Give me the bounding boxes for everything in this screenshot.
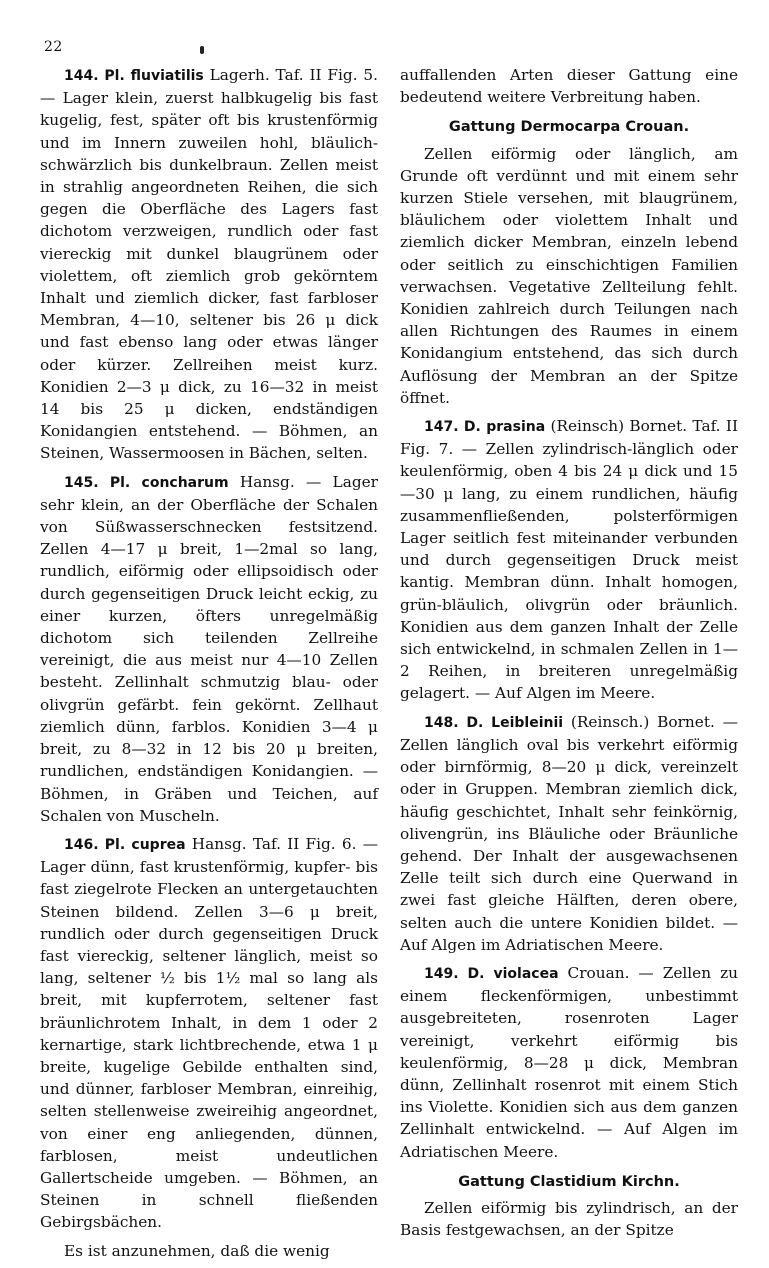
species-number: 149. — [424, 965, 459, 982]
paragraph-text: Es ist anzunehmen, daß die wenig — [64, 1241, 330, 1260]
species-name: D. Leibleinii — [466, 714, 564, 731]
species-name: D. violacea — [467, 965, 559, 982]
species-description: Hansg. — Lager sehr klein, an der Oberfläche der Schalen von Süßwasserschnecken festsitzend. Zellen 4—17 μ breit, 1—2mal so lang, rundlich, eiförmig oder ellipsoidisch oder durch gegenseitigen Druck leicht eckig, zu einer kurzen, öfters unregelmäßig dichotom sich teilenden Zellreihe vereinigt, die aus meist nur 4—10 Zellen besteht. Zellinhalt schmutzig blau- oder olivgrün gefärbt. fein gekörnt. Zellhaut ziemlich dünn, farblos. Konidien 3—4 μ breit, zu 8—32 in 12 bis 20 μ breiten, rundlichen, endständigen Konidangien. — Böhmen, in Gräben und Teichen, auf Schalen von Muscheln. — [40, 472, 378, 825]
species-name: Pl. fluviatilis — [104, 68, 204, 84]
species-entry-147 — [400, 415, 738, 705]
page-number: 22 — [44, 39, 63, 55]
continued-text: auffallenden Arten dieser Gattung eine bedeutend weitere Verbreitung haben. — [400, 66, 738, 107]
left-column — [40, 64, 378, 1268]
species-description: Crouan. — Zellen zu einem fleckenförmigen, unbestimmt ausgebreiteten, rosenroten Lager vereinigt, verkehrt eiförmig bis keulenförmig, 8—28 μ dick, Membran dünn, Zellinhalt rosenrot mit einem Stich ins Violette. Konidien sich aus dem ganzen Zellinhalt entwickelnd. — Auf Algen im Adriatischen Meere. — [400, 963, 738, 1161]
genus-description: Zellen eiförmig bis zylindrisch, an der Basis festgewachsen, an der Spitze — [400, 1198, 738, 1240]
species-number: 146. — [64, 836, 99, 853]
right-column — [400, 64, 738, 1247]
species-name: Pl. cuprea — [104, 836, 186, 853]
species-entry-146 — [40, 833, 378, 1234]
species-description: Hansg. Taf. II Fig. 6. — Lager dünn, fast krustenförmig, kupfer- bis fast ziegelrote Flecken an untergetauchten Steinen bildend. Zellen 3—6 μ breit, rundlich oder durch gegenseitigen Druck fast viereckig, seltener länglich, meist so lang, seltener ½ bis 1½ mal so lang als breit, mit kupferrotem, seltener fast bräunlichrotem Inhalt, in dem 1 oder 2 kernartige, stark lichtbrechende, etwa 1 μ breite, kugelige Gebilde enthalten sind, und dünner, farbloser Membran, einreihig, selten stellenweise zweireihig angeordnet, von einer eng anliegenden, dünnen, farblosen, meist undeutlichen Gallertscheide umgeben. — Böhmen, an Steinen in schnell fließenden Gebirgsbächen. — [40, 834, 378, 1232]
species-entry-148 — [400, 711, 738, 956]
species-number: 144. — [64, 68, 99, 84]
genus-heading-clastidium: Gattung Clastidium Kirchn. — [458, 1173, 680, 1190]
species-description: (Reinsch.) Bornet. — Zellen länglich oval bis verkehrt eiförmig oder birnförmig, 8—20 μ dick, vereinzelt oder in Gruppen. Membran ziemlich dick, häufig geschichtet, Inhalt sehr feinkörnig, olivengrün, ins Bläuliche oder Bräunliche gehend. Der Inhalt der ausgewachsenen Zelle teilt sich durch eine Querwand in zwei fast gleiche Hälften, deren obere, selten auch die untere Konidien bildet. — Auf Algen im Adriatischen Meere. — [400, 712, 738, 954]
ink-spot — [200, 46, 204, 54]
species-description: Lagerh. Taf. II Fig. 5. — Lager klein, zuerst halbkugelig bis fast kugelig, fest, später oft bis krustenförmig und im Innern zuweilen hohl, bläulich-schwärzlich bis dunkelbraun. Zellen meist in strahlig angeordneten Reihen, die sich gegen die Oberfläche des Lagers fast dichotom verzweigen, rundlich oder fast viereckig mit dunkel blaugrünem oder violettem, oft ziemlich grob gekörntem Inhalt und ziemlich dicker, fast farbloser Membran, 4—10, seltener bis 26 μ dick und fast ebenso lang oder etwas länger oder kürzer. Zellreihen meist kurz. Konidien 2—3 μ dick, zu 16—32 in meist 14 bis 25 μ dicken, endständigen Konidangien entstehend. — Böhmen, an Steinen, Wassermoosen in Bächen, selten. — [40, 66, 378, 463]
genus-description: Zellen eiförmig oder länglich, am Grunde oft verdünnt und mit einem sehr kurzen Stiele versehen, mit blaugrünem, bläulichem oder violettem Inhalt und ziemlich dicker Membran, einzeln lebend oder seitlich zu einschichtigen Familien verwachsen. Vegetative Zellteilung fehlt. Konidien zahlreich durch Teilungen nach allen Richtungen des Raumes in einem Konidangium entstehend, das sich durch Auflösung der Membran an der Spitze öffnet. — [400, 144, 738, 407]
closing-paragraph — [40, 1240, 378, 1262]
genus-heading-dermocarpa: Gattung Dermocarpa Crouan. — [448, 119, 690, 136]
species-name: D. prasina — [463, 419, 546, 436]
species-number: 147. — [424, 419, 459, 436]
species-number: 145. — [64, 474, 99, 491]
species-entry-149 — [400, 962, 738, 1163]
species-description: (Reinsch) Bornet. Taf. II Fig. 7. — Zellen zylindrisch-länglich oder keulenförmig, oben 4 bis 24 μ dick und 15—30 μ lang, zu einem rundlichen, häufig zusammenfließenden, polsterförmigen Lager seitlich fest miteinander verbunden und durch gegenseitigen Druck meist kantig. Membran dünn. Inhalt homogen, grün-bläulich, olivgrün oder bräunlich. Konidien aus dem ganzen Inhalt der Zelle sich entwickelnd, in schmalen Zellen in 1—2 Reihen, in breiteren unregelmäßig gelagert. — Auf Algen im Meere. — [400, 417, 738, 703]
species-name: Pl. concharum — [109, 474, 229, 491]
species-entry-145 — [40, 471, 378, 827]
species-entry-144 — [40, 64, 378, 465]
species-number: 148. — [424, 714, 459, 731]
